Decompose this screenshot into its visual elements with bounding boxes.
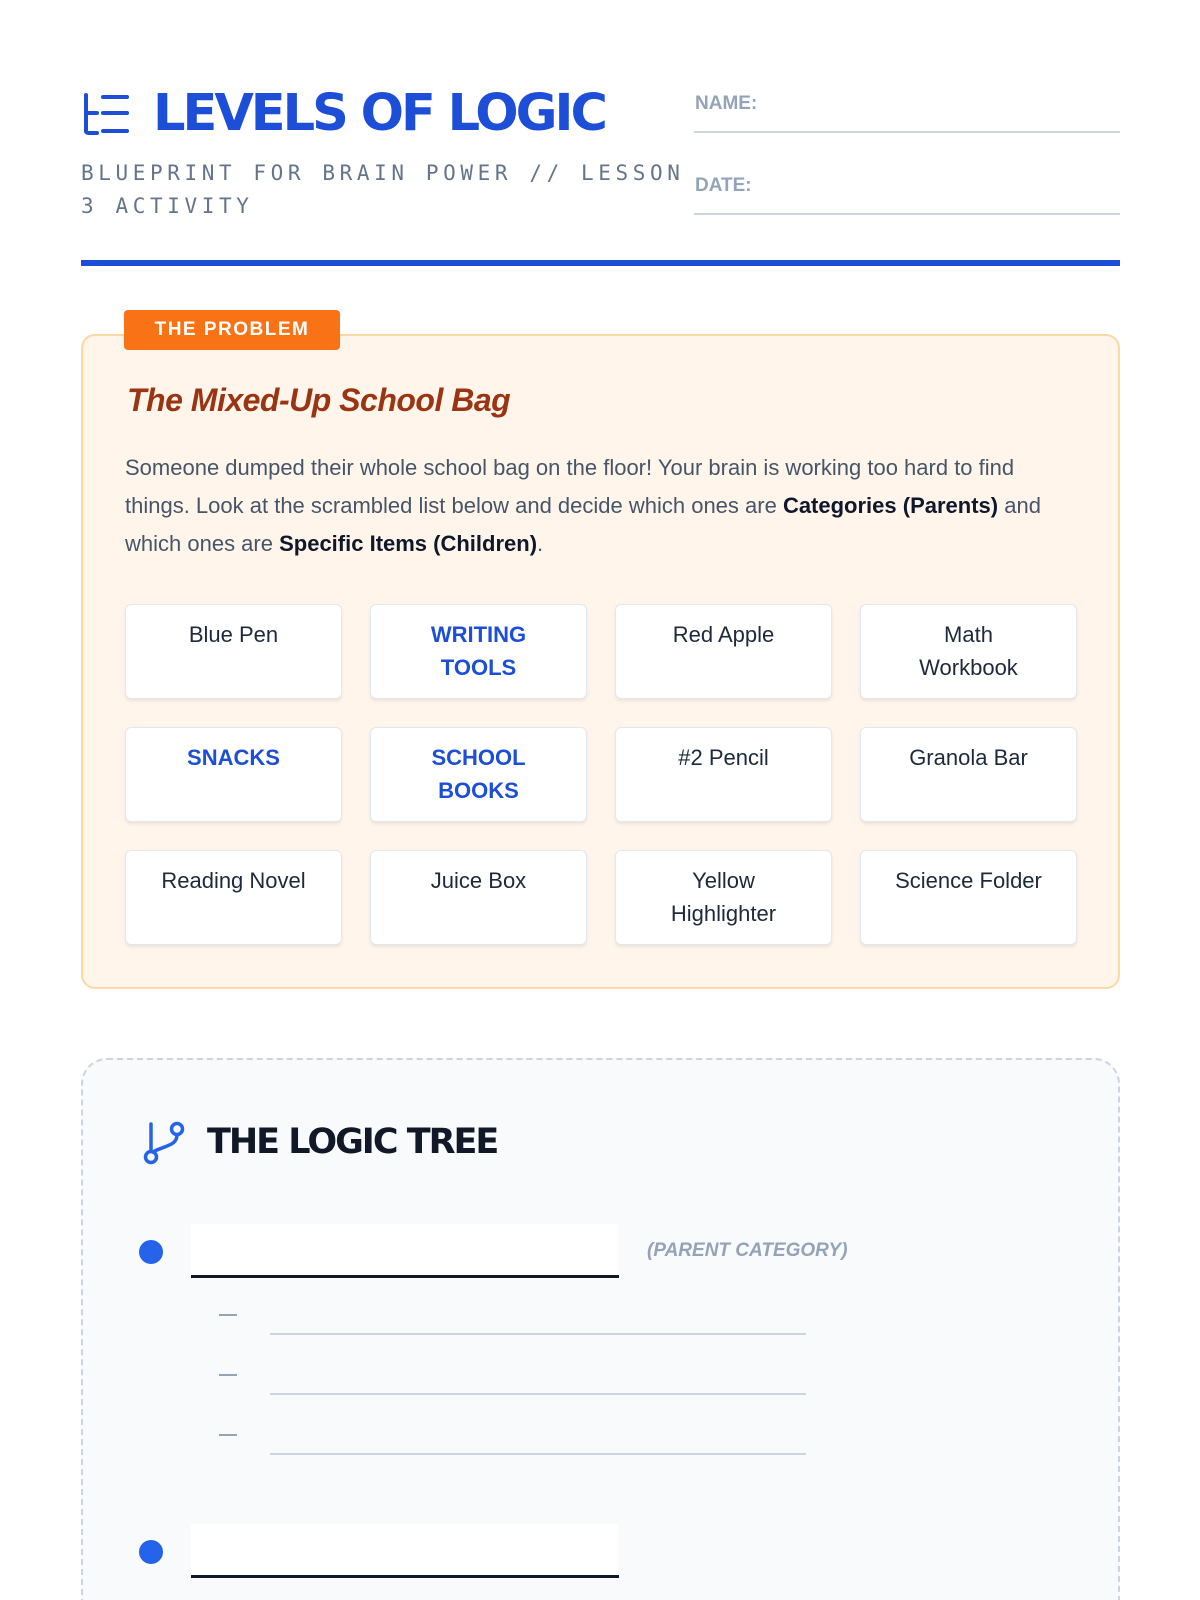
- item-label: SNACKS: [187, 745, 280, 770]
- item-chip[interactable]: [860, 850, 1077, 945]
- category-chip[interactable]: [125, 727, 342, 822]
- problem-description: [125, 449, 1085, 563]
- header-divider: [81, 260, 1120, 266]
- item-label: #2 Pencil: [678, 745, 769, 770]
- parent-category-input[interactable]: [191, 1224, 619, 1278]
- problem-card: [81, 334, 1120, 989]
- item-chip[interactable]: [860, 727, 1077, 822]
- child-item-input[interactable]: [270, 1415, 806, 1455]
- page-subtitle: BLUEPRINT FOR BRAIN POWER // LESSON 3 ACTIVITY: [81, 161, 685, 218]
- title-row: [81, 84, 605, 143]
- item-label: Blue Pen: [188, 622, 279, 647]
- item-label: Red Apple: [672, 622, 775, 647]
- problem-title: The Mixed-Up School Bag: [127, 382, 511, 418]
- tree-title: THE LOGIC TREE: [207, 1122, 498, 1162]
- child-row: [219, 1295, 919, 1335]
- category-chip[interactable]: [370, 604, 587, 699]
- item-label: SCHOOL BOOKS: [431, 745, 526, 803]
- category-chip[interactable]: [370, 727, 587, 822]
- item-label: Reading Novel: [161, 868, 306, 893]
- dash-marker: [219, 1374, 237, 1376]
- item-chip[interactable]: [615, 850, 832, 945]
- item-chip[interactable]: [615, 604, 832, 699]
- desc-bold-children: Specific Items (Children): [279, 531, 538, 556]
- child-row: [219, 1355, 919, 1395]
- item-label: Granola Bar: [909, 745, 1028, 770]
- bullet-dot: [139, 1540, 163, 1564]
- desc-text-1: Someone dumped their whole school bag on the floor! Your brain is working too hard to find things. Look at the scrambled list below and decide which ones are: [125, 455, 1015, 518]
- child-item-input[interactable]: [270, 1355, 806, 1395]
- item-label: Juice Box: [430, 868, 527, 893]
- dash-marker: [219, 1434, 237, 1436]
- item-grid: [125, 604, 1077, 945]
- item-chip[interactable]: [615, 727, 832, 822]
- item-label: Math Workbook: [919, 622, 1018, 680]
- item-chip[interactable]: [125, 604, 342, 699]
- parent-category-input[interactable]: [191, 1524, 619, 1578]
- item-chip[interactable]: [125, 850, 342, 945]
- item-label: Yellow Highlighter: [670, 868, 777, 926]
- dash-marker: [219, 1314, 237, 1316]
- parent-category-hint: (PARENT CATEGORY): [647, 1240, 848, 1261]
- parent-row: [139, 1524, 1039, 1580]
- child-row: [219, 1415, 919, 1455]
- page-title: LEVELS OF LOGIC: [153, 84, 605, 143]
- git-branch-icon: [139, 1118, 187, 1166]
- date-field[interactable]: [694, 175, 1120, 215]
- desc-text-3: .: [537, 531, 544, 556]
- desc-bold-parents: Categories (Parents): [782, 493, 999, 518]
- worksheet-header: [81, 78, 1120, 268]
- bullet-dot: [139, 1240, 163, 1264]
- item-chip[interactable]: [860, 604, 1077, 699]
- desc-text-2: and which ones are: [125, 493, 1041, 556]
- item-label: Science Folder: [895, 868, 1042, 893]
- problem-tag: THE PROBLEM: [124, 310, 340, 350]
- child-item-input[interactable]: [270, 1295, 806, 1335]
- date-label: DATE:: [695, 175, 752, 196]
- item-label: WRITING TOOLS: [430, 622, 527, 680]
- name-label: NAME:: [695, 93, 758, 114]
- tree-header: [139, 1118, 497, 1166]
- name-field[interactable]: [694, 93, 1120, 133]
- item-chip[interactable]: [370, 850, 587, 945]
- list-tree-icon: [81, 91, 133, 137]
- parent-row: [139, 1224, 1039, 1280]
- logic-tree-card: [81, 1058, 1120, 1600]
